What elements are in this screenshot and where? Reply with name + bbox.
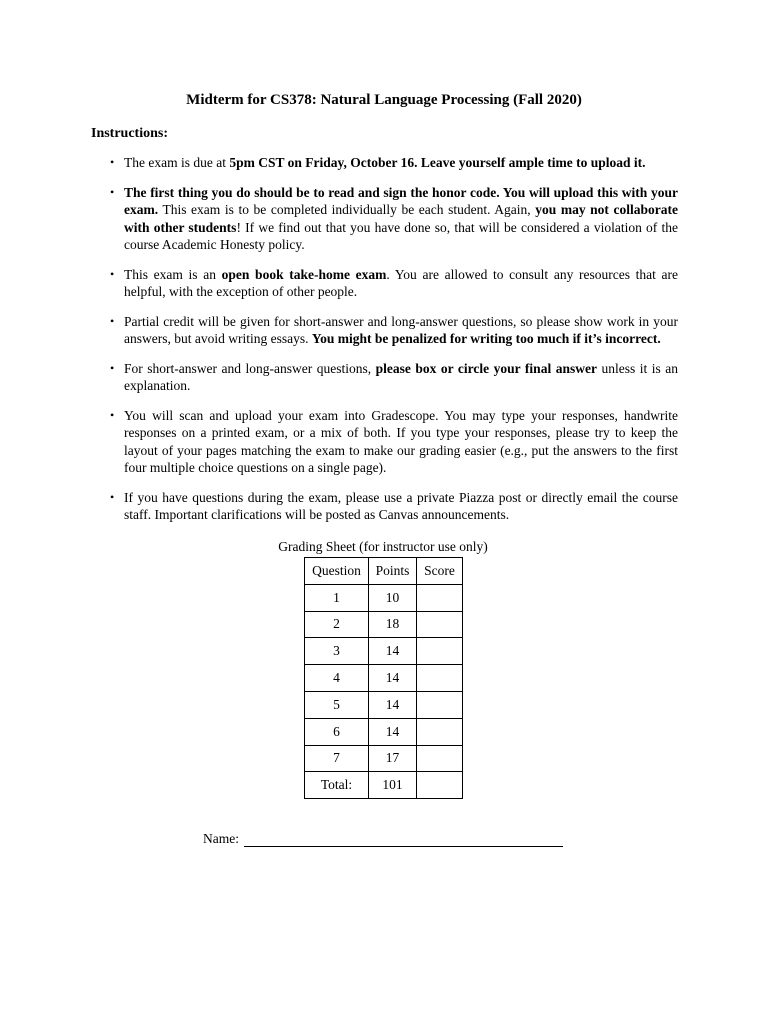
page-title: Midterm for CS378: Natural Language Processing (Fall 2020) (186, 92, 582, 108)
table-row (305, 691, 463, 718)
score-cell[interactable] (417, 691, 463, 718)
grading-header-row (305, 558, 463, 585)
instruction-item (108, 489, 678, 524)
table-row (305, 584, 463, 611)
score-cell[interactable] (417, 665, 463, 692)
bullet-icon: • (110, 360, 115, 375)
score-cell[interactable] (417, 638, 463, 665)
instruction-text: The exam is due at (124, 155, 230, 170)
bullet-icon: • (110, 489, 115, 504)
question-cell: 2 (305, 611, 369, 638)
instruction-emphasis: you may not collaborate with other students (124, 202, 678, 235)
table-row (305, 745, 463, 772)
bullet-icon: • (110, 313, 115, 328)
column-header-question: Question (305, 558, 369, 585)
question-cell: 7 (305, 745, 369, 772)
name-blank-line[interactable] (244, 832, 563, 847)
instruction-text: unless it is an explanation. (124, 360, 679, 393)
column-header-score: Score (417, 558, 463, 585)
instruction-text: ! If we find out that you have done so, that will be considered a violation of the course Academic Honesty policy. (124, 219, 678, 252)
instructions-heading: Instructions: (91, 126, 169, 141)
instruction-item (108, 266, 678, 301)
table-row (305, 611, 463, 638)
points-cell: 14 (369, 718, 417, 745)
score-cell[interactable] (417, 584, 463, 611)
instruction-item (108, 154, 678, 172)
name-field-row (203, 831, 563, 847)
score-cell[interactable] (417, 718, 463, 745)
score-cell[interactable] (417, 772, 463, 799)
instructions-list (108, 154, 678, 536)
table-row (305, 665, 463, 692)
question-cell: Total: (305, 772, 369, 799)
points-cell: 17 (369, 745, 417, 772)
instruction-text: . You are allowed to consult any resources that are helpful, with the exception of other people. (124, 266, 678, 299)
name-label: Name: (203, 831, 239, 846)
instruction-emphasis: 5pm CST on Friday, October 16. Leave yourself ample time to upload it. (229, 155, 646, 170)
score-cell[interactable] (417, 611, 463, 638)
instruction-item (108, 407, 678, 477)
grading-sheet-caption (0, 539, 768, 555)
question-cell: 5 (305, 691, 369, 718)
question-cell: 1 (305, 584, 369, 611)
bullet-icon: • (110, 407, 115, 422)
instruction-text: This exam is to be completed individually be each student. Again, (158, 202, 536, 217)
instruction-text: You will scan and upload your exam into Gradescope. You may type your responses, handwrite responses on a printed exam, or a mix of both. If you type your responses, please try to keep the layout of your pages matching the exam to make our grading easier (e.g., put the answers to the first four multiple choice questions on a single page). (124, 407, 678, 475)
bullet-icon: • (110, 266, 115, 281)
bullet-icon: • (110, 184, 115, 199)
question-cell: 3 (305, 638, 369, 665)
instruction-item (108, 184, 678, 254)
table-row (305, 772, 463, 799)
question-cell: 6 (305, 718, 369, 745)
points-cell: 14 (369, 665, 417, 692)
instruction-item (108, 313, 678, 348)
instruction-emphasis: open book take-home exam (221, 266, 387, 282)
instruction-text: If you have questions during the exam, please use a private Piazza post or directly email the course staff. Important clarifications will be posted as Canvas announcements. (124, 489, 678, 522)
points-cell: 14 (369, 691, 417, 718)
points-cell: 101 (369, 772, 417, 799)
grading-sheet-caption-text: Grading Sheet (for instructor use only) (278, 539, 488, 554)
instruction-text: This exam is an (124, 266, 222, 282)
instruction-text: For short-answer and long-answer questions, (124, 360, 376, 376)
points-cell: 18 (369, 611, 417, 638)
instruction-emphasis: You might be penalized for writing too much if it’s incorrect. (311, 331, 661, 346)
points-cell: 14 (369, 638, 417, 665)
instruction-emphasis: please box or circle your final answer (375, 360, 597, 376)
points-cell: 10 (369, 584, 417, 611)
instruction-emphasis: The first thing you do should be to read and sign the honor code. You will upload this with your exam. (124, 184, 678, 217)
column-header-points: Points (369, 558, 417, 585)
question-cell: 4 (305, 665, 369, 692)
instruction-item (108, 360, 678, 395)
table-row (305, 638, 463, 665)
bullet-icon: • (110, 155, 115, 169)
grading-body (305, 584, 463, 798)
score-cell[interactable] (417, 745, 463, 772)
instruction-text: Partial credit will be given for short-answer and long-answer questions, so please show work in your answers, but avoid writing essays. (124, 313, 678, 346)
grading-sheet-table (304, 557, 463, 799)
table-row (305, 718, 463, 745)
